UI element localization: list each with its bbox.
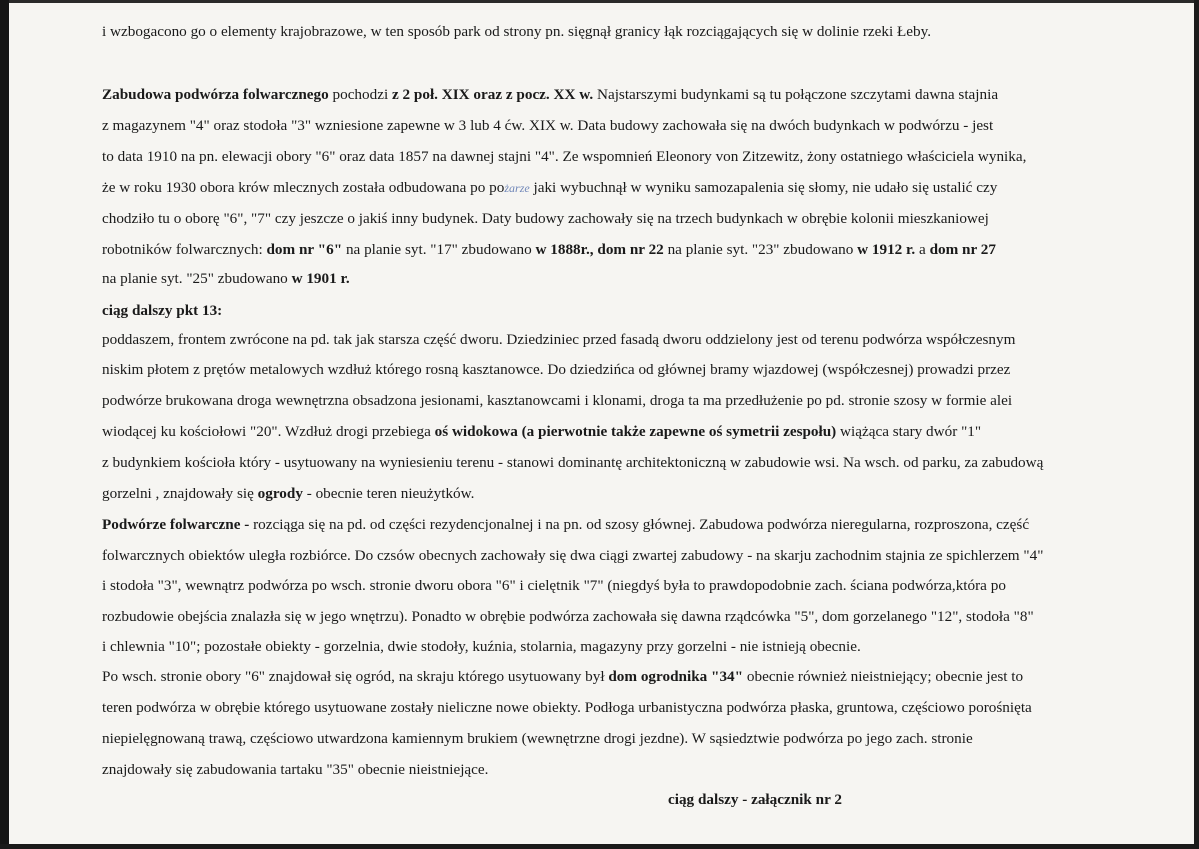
scan-edge-left (0, 0, 9, 849)
text-segment: z magazynem "4" oraz stodoła "3" wzniesione zapewne w 3 lub 4 ćw. XIX w. Data budowy zachowała się na dwóch budynkach w podwórzu - jest (102, 117, 994, 134)
continuation-note: ciąg dalszy - załącznik nr 2 (668, 791, 842, 808)
text-segment: pochodzi (328, 86, 392, 103)
bold-text: w 1912 r. (857, 241, 916, 258)
bold-text: z 2 poł. XIX oraz z pocz. XX w. (391, 86, 594, 103)
text-segment: i stodoła "3", wewnątrz podwórza po wsch. stronie dworu obora "6" i cielętnik "7" (niegdyś była to prawdopodobnie zach. ściana podwórza,która po (102, 577, 1006, 594)
text-line (102, 179, 997, 197)
text-line (102, 117, 993, 135)
text-line (102, 761, 488, 779)
text-segment: obecnie również nieistniejący; obecnie jest to (743, 668, 1024, 685)
text-segment: rozbudowie obejścia znalazła się w jego wnętrzu). Ponadto w obrębie podwórza zachowała się dawna rządcówka "5", dom gorzelanego "12", stodoła "8" (102, 608, 1034, 625)
text-segment: z budynkiem kościoła który - usytuowany na wyniesieniu terenu - stanowi dominantę architektoniczną w zabudowie wsi. Na wsch. od parku, za zabudową (102, 454, 1044, 471)
text-segment: folwarcznych obiektów uległa rozbiórce. Do czsów obecnych zachowały się dwa ciągi zwartej zabudowy - na skarju zachodnim stajnia ze spichlerzem "4" (102, 547, 1044, 564)
text-segment: to data 1910 na pn. elewacji obory "6" oraz data 1857 na dawnej stajni "4". Ze wspomnień Eleonory von Zitzewitz, żony ostatniego właściciela wynika, (102, 148, 1027, 165)
text-line (102, 547, 1043, 565)
text-segment: wiążąca stary dwór "1" (836, 423, 982, 440)
text-segment: rozciąga się na pd. od części rezydencjonalnej i na pn. od szosy głównej. Zabudowa podwórza nieregularna, rozproszona, część (249, 516, 1030, 533)
bold-text: ogrody (257, 485, 303, 502)
text-segment: - obecnie teren nieużytków. (302, 485, 475, 502)
bold-text: ciąg dalszy pkt 13: (102, 302, 223, 319)
text-segment: teren podwórza w obrębie którego usytuowane zostały nieliczne nowe obiekty. Podłoga urbanistyczna podwórza płaska, gruntowa, częściowo porośnięta (102, 699, 1032, 716)
text-line (102, 638, 861, 656)
text-line (102, 485, 474, 503)
scan-edge-bottom (0, 844, 1199, 849)
text-segment: wiodącej ku kościołowi "20". Wzdłuż drogi przebiega (102, 423, 435, 440)
text-segment: gorzelni , znajdowały się (102, 485, 258, 502)
text-line (102, 577, 1006, 595)
bold-text: dom ogrodnika "34" (608, 668, 744, 685)
bold-text: w 1888r., dom nr 22 (535, 241, 664, 258)
handwritten-correction: żarze (504, 181, 530, 195)
bold-text: dom nr 27 (929, 241, 996, 258)
bold-text: Podwórze folwarczne - (102, 516, 250, 533)
text-segment: na planie syt. "23" zbudowano (663, 241, 858, 258)
text-line (102, 148, 1026, 166)
text-line (102, 210, 989, 228)
text-line (102, 86, 998, 104)
text-line (102, 608, 1034, 626)
text-line (102, 241, 996, 259)
text-line (102, 361, 1010, 379)
bold-text: dom nr "6" (266, 241, 343, 258)
text-line (102, 423, 981, 441)
text-segment: Najstarszymi budynkami są tu połączone szczytami dawna stajnia (593, 86, 999, 103)
text-segment: na planie syt. "17" zbudowano (342, 241, 536, 258)
text-segment: na planie syt. "25" zbudowano (102, 270, 292, 287)
text-segment: jaki wybuchnął w wyniku samozapalenia się słomy, nie udało się ustalić czy (529, 179, 998, 196)
text-line (102, 331, 1015, 349)
text-line (102, 302, 222, 320)
text-segment: poddaszem, frontem zwrócone na pd. tak jak starsza część dworu. Dziedziniec przed fasadą dworu oddzielony jest od terenu podwórza współczesnym (102, 331, 1016, 348)
text-line (102, 454, 1043, 472)
text-segment: robotników folwarcznych: (102, 241, 267, 258)
text-line (102, 730, 973, 748)
text-segment: podwórze brukowana droga wewnętrzna obsadzona jesionami, kasztanowcami i klonami, droga ta ma przedłużenie po pd. stronie szosy w formie alei (102, 392, 1013, 409)
bold-text: w 1901 r. (291, 270, 350, 287)
text-line (102, 392, 1012, 410)
text-segment: i chlewnia "10"; pozostałe obiekty - gorzelnia, dwie stodoły, kuźnia, stolarnia, magazyny przy gorzelni - nie istnieją obecnie. (102, 638, 861, 655)
text-segment: niepielęgnowaną trawą, częściowo utwardzona kamiennym brukiem (wewnętrzne drogi jezdne). W sąsiedztwie podwórza po jego zach. stronie (102, 730, 973, 747)
text-line (102, 23, 931, 41)
text-segment: i wzbogacono go o elementy krajobrazowe, w ten sposób park od strony pn. sięgnął granicy łąk rozciągających się w dolinie rzeki Łeby. (102, 23, 931, 40)
text-segment: chodziło tu o oborę "6", "7" czy jeszcze o jakiś inny budynek. Daty budowy zachowały się na trzech budynkach w obrębie kolonii mieszkaniowej (102, 210, 989, 227)
text-segment: a (915, 241, 930, 258)
text-line (102, 699, 1032, 717)
text-segment: niskim płotem z prętów metalowych wzdłuż którego rosną kasztanowce. Do dziedzińca od głównej bramy wjazdowej (współczesnej) prowadzi przez (102, 361, 1011, 378)
text-line (102, 516, 1029, 534)
text-line (102, 270, 350, 288)
bold-text: oś widokowa (a pierwotnie także zapewne oś symetrii zespołu) (434, 423, 837, 440)
scan-edge-top (0, 0, 1199, 3)
text-segment: znajdowały się zabudowania tartaku "35" obecnie nieistniejące. (102, 761, 489, 778)
text-line (102, 668, 1023, 686)
text-segment: Po wsch. stronie obory "6" znajdował się ogród, na skraju którego usytuowany był (102, 668, 609, 685)
bold-text: Zabudowa podwórza folwarcznego (102, 86, 329, 103)
text-segment: że w roku 1930 obora krów mlecznych została odbudowana po po (102, 179, 505, 196)
scan-edge-right (1194, 0, 1199, 849)
